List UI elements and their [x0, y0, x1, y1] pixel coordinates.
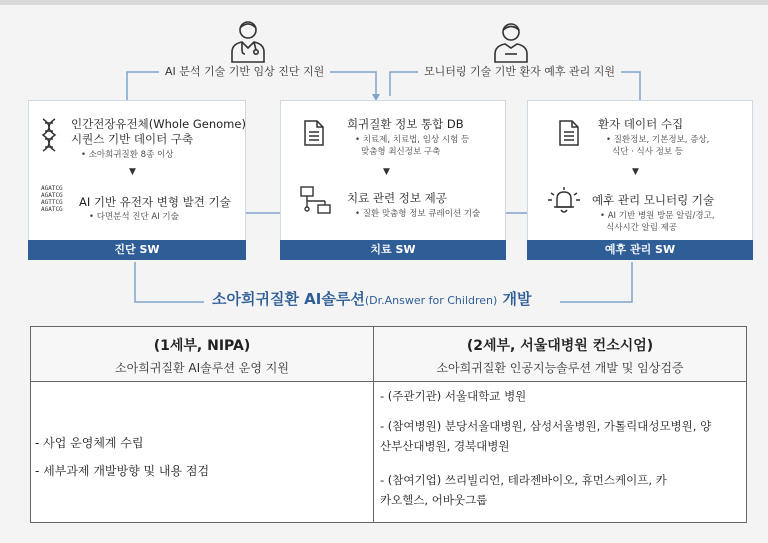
- panel3-item1-title: 환자 데이터 수집: [598, 117, 684, 131]
- left-body-cell: [31, 382, 374, 523]
- panel-prognosis: [527, 100, 753, 260]
- right-item-2: - (참여병원) 분당서울대병원, 삼성서울병원, 가톨릭대성모병원, 양: [380, 419, 712, 433]
- panel-diagnosis: [28, 100, 246, 260]
- right-body-cell: [374, 382, 747, 523]
- main-title-prefix: 소아희귀질환 AI솔루션: [212, 290, 365, 308]
- panel2-item1-sub-line2: 맞춤형 최신정보 구축: [361, 147, 441, 157]
- panel3-item2-title: 예후 관리 모니터링 기술: [592, 193, 715, 207]
- panel1-down-arrow: ▼: [129, 167, 136, 177]
- panel1-item1-sub: • 소아희귀질환 8종 이상: [81, 150, 174, 160]
- top-label-diagnosis: AI 분석 기술 기반 임상 진단 지원: [159, 64, 330, 80]
- main-title-paren: (Dr.Answer for Children): [364, 294, 498, 307]
- left-item-1: - 사업 운영체계 수립: [35, 436, 144, 450]
- main-title: [204, 288, 540, 309]
- doctor-icon: [226, 18, 270, 64]
- panel1-item1-title-line2: 시퀀스 기반 데이터 구축: [71, 132, 194, 146]
- right-item-3-cont: 카오헬스, 어바웃그룹: [380, 493, 488, 507]
- panel1-footer: 진단 SW: [28, 240, 246, 260]
- network-icon: [299, 185, 333, 215]
- right-item-1: - (주관기관) 서울대학교 병원: [380, 389, 527, 403]
- right-header-cell: [374, 327, 747, 382]
- panel1-item2-sub: • 다면분석 진단 AI 기술: [89, 212, 179, 222]
- top-label-monitoring: 모니터링 기술 기반 환자 예후 관리 지원: [418, 64, 621, 80]
- panel2-down-arrow: ▼: [383, 167, 390, 177]
- right-header-sub: 소아희귀질환 인공지능솔루션 개발 및 임상검증: [436, 361, 684, 375]
- left-header-cell: [31, 327, 374, 382]
- panel3-item1-sub-line1: • 질환정보, 기본정보, 증상,: [606, 135, 710, 145]
- panel2-item1-sub-line1: • 치료제, 치료법, 임상 시험 등: [355, 135, 470, 145]
- panel3-down-arrow: ▼: [632, 167, 639, 177]
- panel3-item2-sub-line1: • AI 기반 병원 방문 알림/경고,: [600, 211, 715, 221]
- document-icon: [558, 119, 580, 147]
- panel2-footer: 치료 SW: [280, 240, 506, 260]
- main-title-suffix: 개발: [497, 290, 532, 308]
- patient-icon: [490, 20, 532, 64]
- gene-sequence-icon: AGATCG AGATCG AGTTCG AGATCG: [41, 185, 63, 213]
- document-icon: [303, 119, 325, 147]
- panel2-item2-sub: • 질환 맞춤형 정보 큐레이션 기술: [355, 209, 481, 219]
- right-item-2-cont: 산부산대병원, 경북대병원: [380, 439, 510, 453]
- panel3-item1-sub-line2: 식단 · 식사 정보 등: [612, 147, 683, 157]
- panel3-item2-sub-line2: 식사시간 알림 제공: [606, 223, 678, 233]
- dna-icon: [39, 117, 59, 153]
- panel1-item2-title: AI 기반 유전자 변형 발견 기술: [79, 195, 231, 209]
- panel3-footer: 예후 관리 SW: [527, 240, 753, 260]
- panel-treatment: [280, 100, 506, 260]
- responsibility-table: [30, 326, 747, 523]
- left-item-2: - 세부과제 개발방향 및 내용 점검: [35, 464, 210, 478]
- panel2-item2-title: 치료 관련 정보 제공: [347, 191, 447, 205]
- panel2-item1-title: 희귀질환 정보 통합 DB: [347, 117, 464, 131]
- left-header-sub: 소아희귀질환 AI솔루션 운영 지원: [115, 361, 289, 375]
- right-item-3: - (참여기업) 쓰리빌리언, 테라젠바이오, 휴먼스케이프, 카: [380, 473, 667, 487]
- left-header-title: (1세부, NIPA): [153, 338, 251, 354]
- panel1-item1-title-line1: 인간전장유전체(Whole Genome): [71, 117, 246, 131]
- alarm-bell-icon: [546, 185, 582, 217]
- right-header-title: (2세부, 서울대병원 컨소시엄): [466, 338, 654, 354]
